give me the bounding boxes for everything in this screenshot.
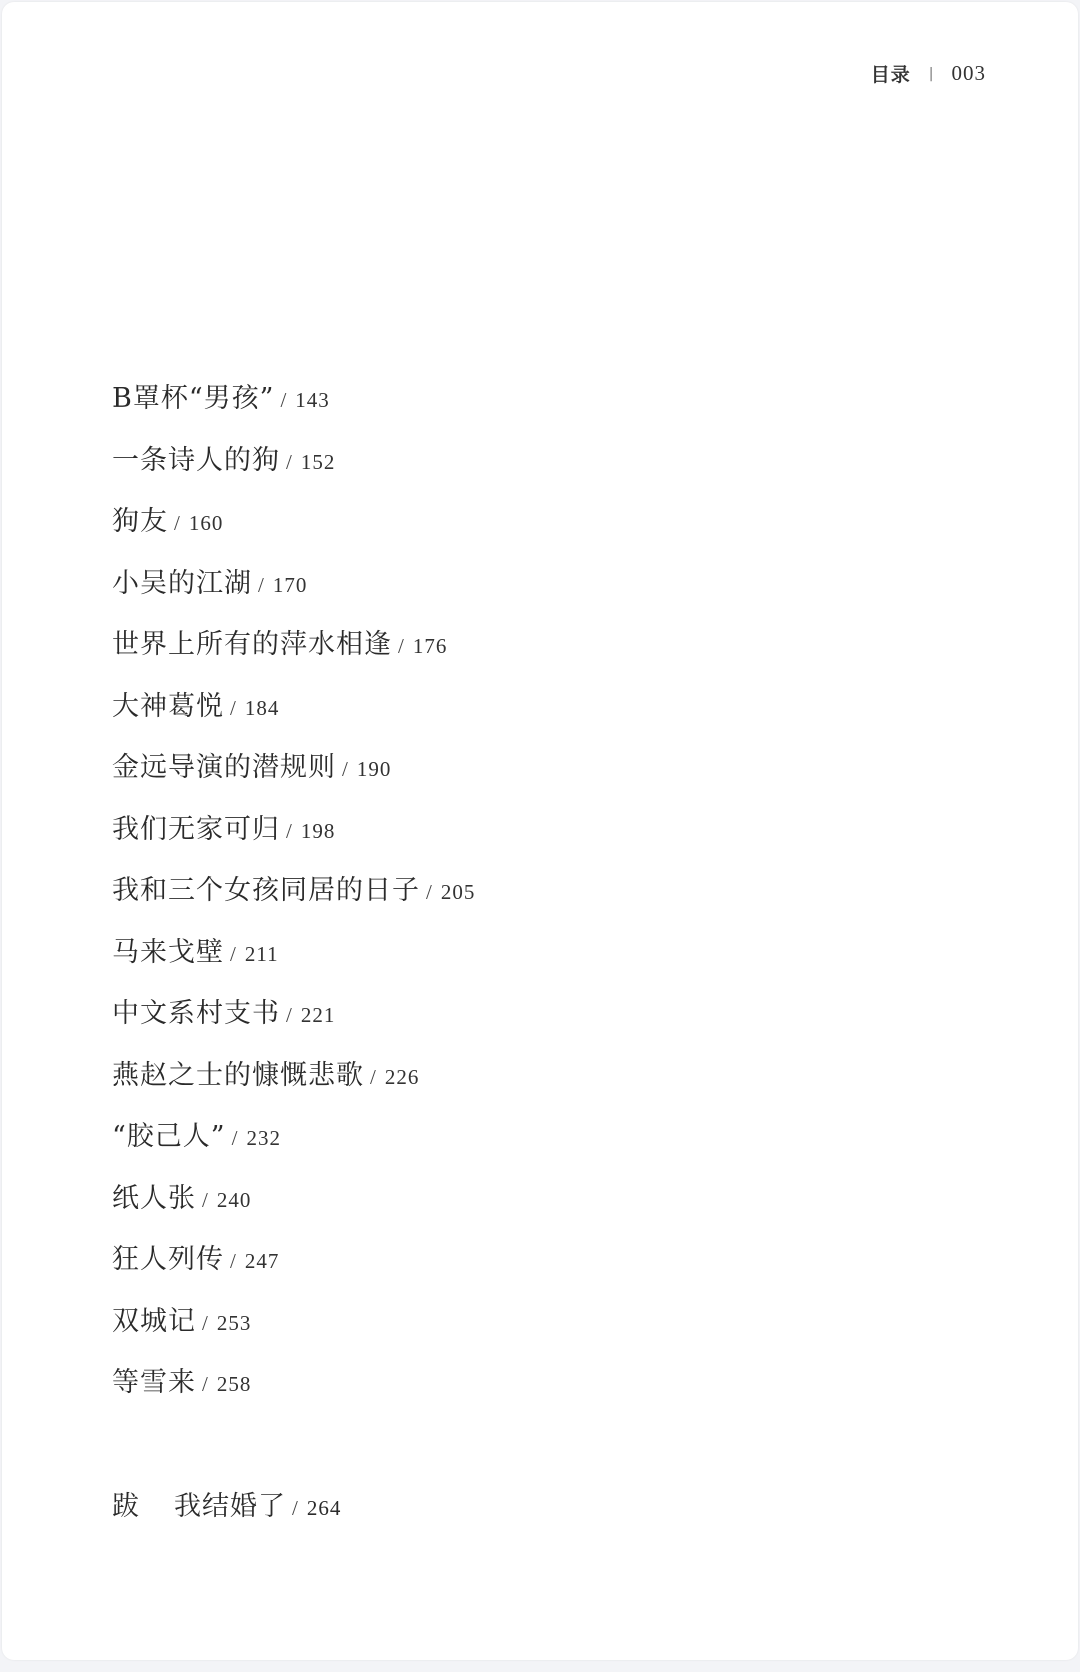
toc-entry[interactable] <box>112 991 475 1053</box>
toc-entry[interactable] <box>112 868 475 930</box>
toc-entry-title: 双城记 <box>112 1305 196 1337</box>
toc-slash: / <box>202 1310 209 1335</box>
toc-entry-page: 240 <box>216 1187 252 1212</box>
toc-slash: / <box>258 572 265 597</box>
toc-slash: / <box>174 511 181 535</box>
toc-entry[interactable] <box>112 1053 475 1115</box>
toc-entry-page: 221 <box>300 1003 336 1027</box>
toc-entry[interactable] <box>112 561 475 623</box>
toc-slash: / <box>426 880 433 904</box>
toc-entry-page: 160 <box>188 511 224 535</box>
toc-slash: / <box>202 1372 209 1396</box>
section-label: 目录 <box>870 64 911 86</box>
toc-entry-title: 等雪来 <box>112 1367 196 1398</box>
book-page <box>2 2 1078 1660</box>
postscript-entry[interactable] <box>112 1484 341 1523</box>
toc-entry-page: 253 <box>216 1310 252 1335</box>
toc-entry[interactable] <box>112 684 475 746</box>
toc-entry-title: B罩杯“男孩” <box>112 383 275 414</box>
toc-entry[interactable] <box>112 1360 475 1422</box>
toc-entry[interactable] <box>112 622 475 684</box>
toc-slash: / <box>231 1126 239 1150</box>
toc-entry-page: 226 <box>384 1064 420 1089</box>
toc-slash: / <box>230 695 237 720</box>
toc-slash: / <box>230 941 237 966</box>
toc-slash: / <box>292 1496 299 1520</box>
toc-entry[interactable] <box>112 376 475 438</box>
toc-entry-page: 247 <box>244 1249 280 1273</box>
postscript-title: 我结婚了 <box>174 1491 286 1522</box>
toc-entry-title: 世界上所有的萍水相逢 <box>112 629 392 660</box>
toc-entry-title: 大神葛悦 <box>112 690 224 722</box>
toc-entry[interactable] <box>112 1176 475 1238</box>
toc-entry-title: 小吴的江湖 <box>112 567 252 599</box>
toc-entry-title: 中文系村支书 <box>112 998 280 1029</box>
toc-entry[interactable] <box>112 1299 475 1361</box>
toc-entry-title: 一条诗人的狗 <box>112 444 280 476</box>
toc-entry[interactable] <box>112 745 475 807</box>
toc-entry-page: 184 <box>244 695 280 720</box>
toc-entry-title: “胶己人” <box>112 1121 226 1152</box>
running-head <box>871 60 986 87</box>
toc-entry-title: 我们无家可归 <box>112 813 280 845</box>
toc-entry-page: 232 <box>246 1126 281 1150</box>
toc-slash: / <box>370 1064 377 1089</box>
toc-entry[interactable] <box>112 438 475 500</box>
toc-entry-title: 纸人张 <box>112 1182 196 1214</box>
toc-entry[interactable] <box>112 930 475 992</box>
toc-entry-title: 马来戈壁 <box>112 936 224 968</box>
page-number: 003 <box>951 61 986 85</box>
header-separator: | <box>928 65 934 82</box>
toc-slash: / <box>342 757 349 781</box>
toc-slash: / <box>398 634 405 658</box>
toc-entry-page: 205 <box>440 880 476 904</box>
postscript-label: 跋 <box>112 1491 140 1522</box>
toc-entry-page: 152 <box>300 449 336 474</box>
toc-entry[interactable] <box>112 1114 475 1176</box>
table-of-contents <box>112 376 475 1422</box>
toc-entry[interactable] <box>112 807 475 869</box>
toc-entry-title: 金远导演的潜规则 <box>112 752 336 783</box>
toc-entry-page: 190 <box>356 757 392 781</box>
toc-entry-page: 170 <box>272 572 308 597</box>
toc-entry-title: 狂人列传 <box>112 1244 224 1275</box>
postscript-page: 264 <box>306 1496 342 1520</box>
toc-slash: / <box>286 449 293 474</box>
toc-entry[interactable] <box>112 1237 475 1299</box>
toc-entry-page: 143 <box>295 388 330 412</box>
toc-slash: / <box>280 388 288 412</box>
toc-slash: / <box>286 1003 293 1027</box>
toc-entry-title: 燕赵之士的慷慨悲歌 <box>112 1059 364 1091</box>
toc-entry-page: 176 <box>412 634 448 658</box>
toc-entry-page: 211 <box>244 941 279 966</box>
toc-entry[interactable] <box>112 499 475 561</box>
toc-entry-page: 258 <box>216 1372 252 1396</box>
toc-entry-page: 198 <box>300 818 336 843</box>
toc-entry-title: 狗友 <box>112 506 168 537</box>
toc-slash: / <box>230 1249 237 1273</box>
toc-slash: / <box>202 1187 209 1212</box>
toc-entry-title: 我和三个女孩同居的日子 <box>112 875 420 906</box>
toc-slash: / <box>286 818 293 843</box>
